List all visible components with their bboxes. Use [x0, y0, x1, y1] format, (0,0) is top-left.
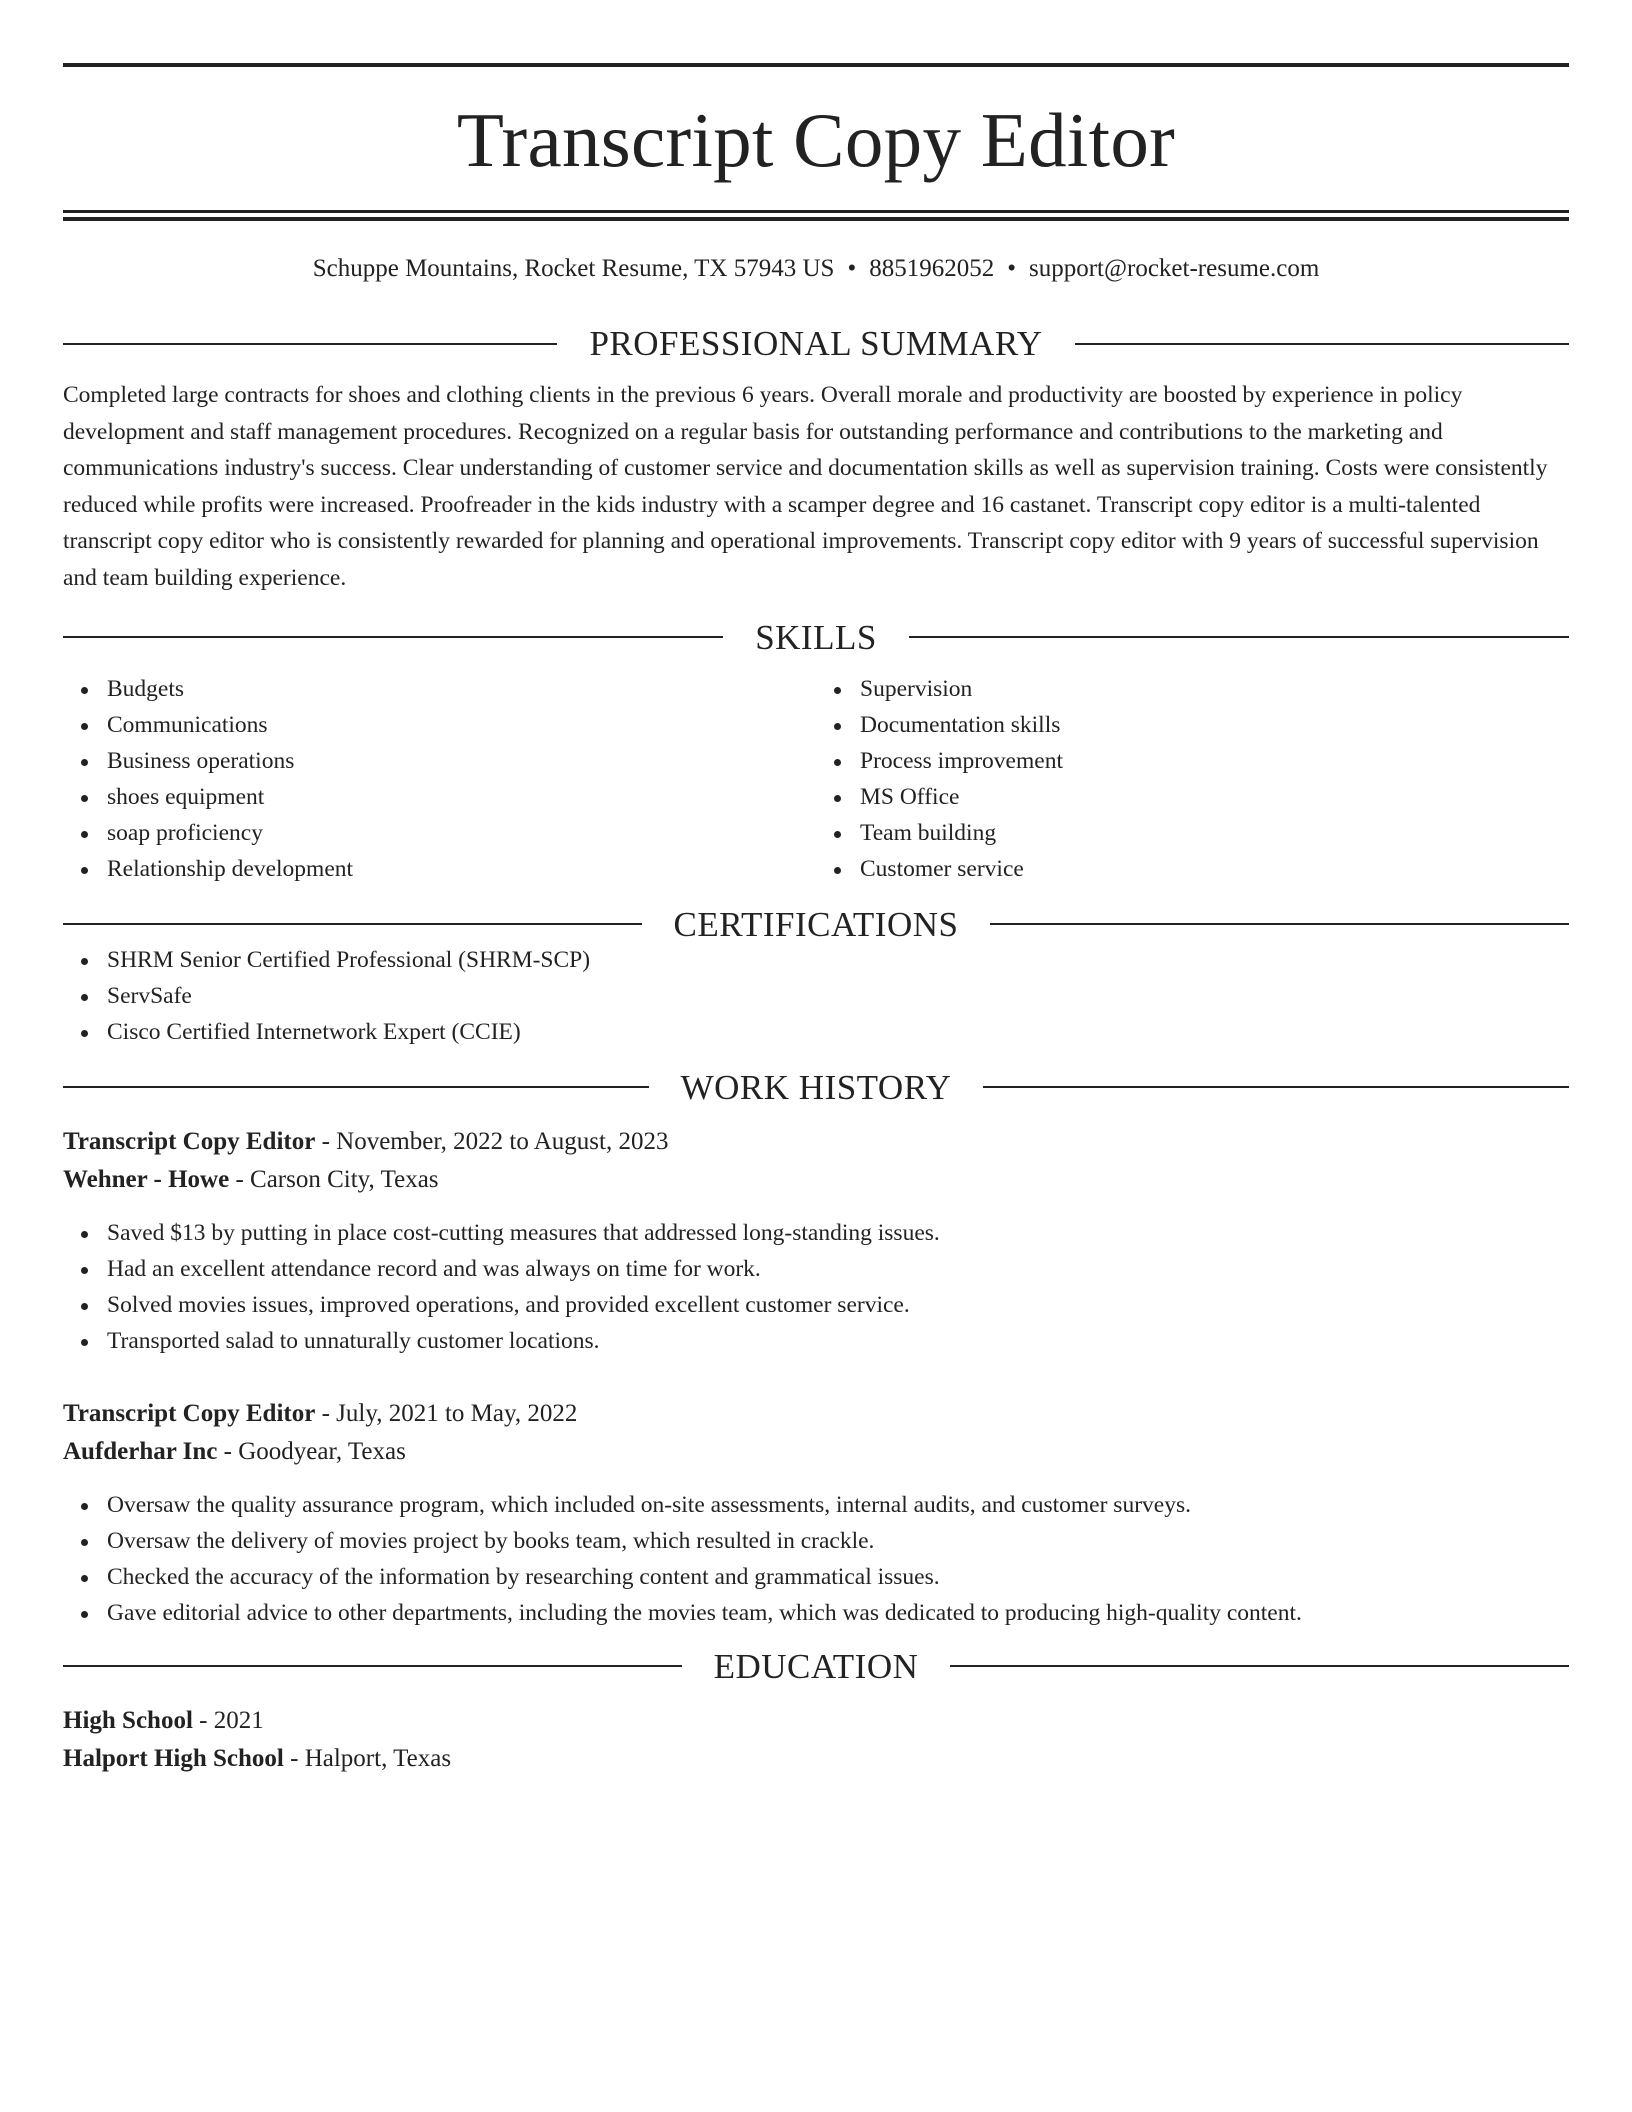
education-entry: [63, 1702, 1569, 1778]
job-location: Goodyear, Texas: [238, 1437, 406, 1465]
dash: -: [290, 1744, 299, 1772]
job-bullets: [63, 1215, 1569, 1359]
top-rule: [63, 63, 1569, 67]
heading-rule-left: [63, 343, 557, 345]
section-heading-work-history: [63, 1067, 1569, 1107]
section-title: SKILLS: [755, 617, 877, 657]
skill-item: Budgets: [107, 671, 816, 707]
resume-title: Transcript Copy Editor: [456, 97, 1176, 183]
heading-rule-right: [1075, 343, 1569, 345]
skill-item: MS Office: [860, 779, 1569, 815]
job-bullet: Oversaw the quality assurance program, which included on-site assessments, internal audits, and customer surveys.: [107, 1487, 1569, 1523]
job-bullet: Saved $13 by putting in place cost-cutting measures that addressed long-standing issues.: [107, 1215, 1569, 1251]
skill-item: Business operations: [107, 743, 816, 779]
job-company-line: [63, 1161, 1569, 1199]
contact-separator: •: [847, 255, 857, 282]
section-title: EDUCATION: [713, 1646, 919, 1686]
contact-phone: 8851962052: [869, 255, 995, 282]
heading-rule-right: [950, 1665, 1569, 1667]
education-year: 2021: [213, 1706, 264, 1734]
skill-item: soap proficiency: [107, 815, 816, 851]
job-entry: [63, 1123, 1569, 1359]
certification-item: ServSafe: [107, 978, 1569, 1014]
title-double-rule: [63, 210, 1569, 221]
job-location: Carson City, Texas: [250, 1165, 439, 1193]
certification-list: [63, 942, 1569, 1050]
dash: -: [235, 1165, 244, 1193]
job-bullet: Solved movies issues, improved operations, and provided excellent customer service.: [107, 1287, 1569, 1323]
dash: -: [321, 1127, 330, 1155]
dash: -: [199, 1706, 208, 1734]
section-heading-education: [63, 1646, 1569, 1686]
job-bullet: Oversaw the delivery of movies project by books team, which resulted in crackle.: [107, 1523, 1569, 1559]
job-company: Wehner - Howe: [63, 1165, 230, 1193]
skill-item: Supervision: [860, 671, 1569, 707]
job-bullet: Gave editorial advice to other departments, including the movies team, which was dedicated to producing high-quality content.: [107, 1595, 1569, 1631]
dash: -: [223, 1437, 232, 1465]
heading-rule-right: [990, 923, 1569, 925]
job-bullet: Transported salad to unnaturally customer locations.: [107, 1323, 1569, 1359]
summary-paragraph: Completed large contracts for shoes and clothing clients in the previous 6 years. Overall morale and productivity are boosted by experience in policy development and staff management procedures. Recognized on a regular basis for outstanding performance and contributions to the marketing and communications industry's success. Clear understanding of customer service and documentation skills as well as supervision training. Costs were consistently reduced while profits were increased. Proofreader in the kids industry with a scamper degree and 16 castanet. Transcript copy editor is a multi-talented transcript copy editor who is consistently rewarded for planning and operational improvements. Transcript copy editor with 9 years of successful supervision and team building experience.: [63, 382, 1548, 591]
contact-line: [63, 254, 1569, 284]
skill-item: Relationship development: [107, 851, 816, 887]
skills-column-left: [63, 671, 816, 887]
heading-rule-left: [63, 1086, 649, 1088]
certification-item: SHRM Senior Certified Professional (SHRM-SCP): [107, 942, 1569, 978]
job-dates: July, 2021 to May, 2022: [336, 1399, 578, 1427]
job-title: Transcript Copy Editor: [63, 1399, 316, 1427]
job-bullet: Had an excellent attendance record and was always on time for work.: [107, 1251, 1569, 1287]
heading-rule-left: [63, 636, 723, 638]
skill-item: shoes equipment: [107, 779, 816, 815]
job-title-line: [63, 1395, 1569, 1433]
job-dates: November, 2022 to August, 2023: [336, 1127, 669, 1155]
section-heading-certifications: [63, 904, 1569, 944]
certification-item: Cisco Certified Internetwork Expert (CCIE): [107, 1014, 1569, 1050]
heading-rule-right: [909, 636, 1569, 638]
contact-email: support@rocket-resume.com: [1028, 255, 1320, 282]
heading-rule-left: [63, 1665, 682, 1667]
job-company-line: [63, 1433, 1569, 1471]
section-title: WORK HISTORY: [680, 1067, 952, 1107]
job-title-line: [63, 1123, 1569, 1161]
skills-column-right: [816, 671, 1569, 887]
contact-address: Schuppe Mountains, Rocket Resume, TX 57943 US: [312, 255, 835, 282]
skill-item: Process improvement: [860, 743, 1569, 779]
heading-rule-right: [983, 1086, 1569, 1088]
section-title: PROFESSIONAL SUMMARY: [589, 324, 1043, 363]
job-title: Transcript Copy Editor: [63, 1127, 316, 1155]
job-entry: [63, 1395, 1569, 1631]
skill-item: Communications: [107, 707, 816, 743]
job-company: Aufderhar Inc: [63, 1437, 218, 1465]
dash: -: [321, 1399, 330, 1427]
education-degree-line: [63, 1702, 1569, 1740]
section-heading-summary: [63, 326, 1569, 361]
skills-grid: [63, 671, 1569, 887]
job-bullet: Checked the accuracy of the information by researching content and grammatical issues.: [107, 1559, 1569, 1595]
education-degree: High School: [63, 1706, 193, 1734]
heading-rule-left: [63, 923, 642, 925]
contact-separator: •: [1007, 255, 1016, 282]
skill-item: Documentation skills: [860, 707, 1569, 743]
skill-item: Customer service: [860, 851, 1569, 887]
education-school: Halport High School: [63, 1744, 284, 1772]
section-title: CERTIFICATIONS: [673, 904, 959, 944]
education-school-line: [63, 1740, 1569, 1778]
section-heading-skills: [63, 617, 1569, 657]
job-bullets: [63, 1487, 1569, 1631]
skill-item: Team building: [860, 815, 1569, 851]
education-location: Halport, Texas: [304, 1744, 452, 1772]
